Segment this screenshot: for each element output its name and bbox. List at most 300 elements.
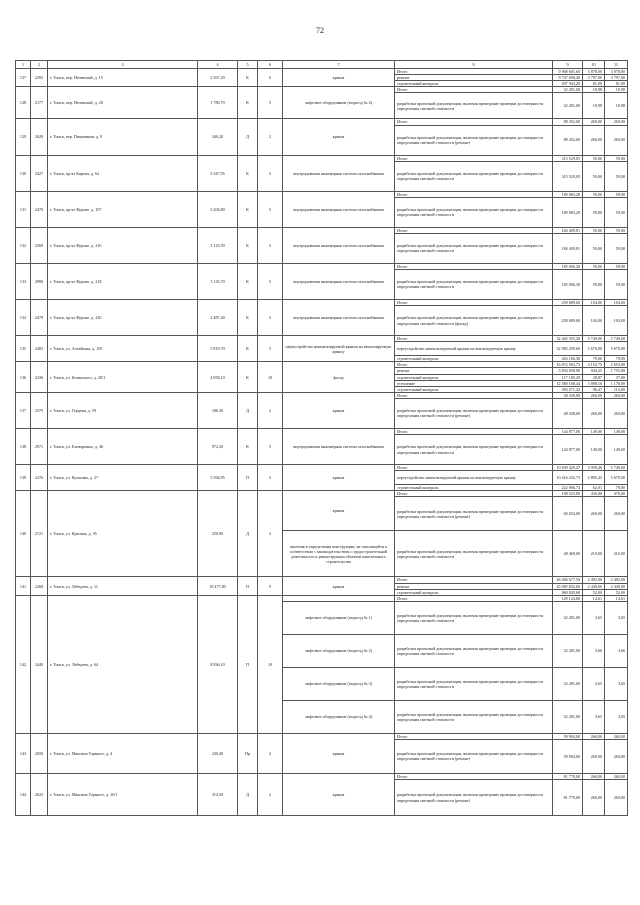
- cost-value: 46 046 677,50: [553, 577, 583, 583]
- unit-cost-limit: 18,98: [605, 93, 628, 119]
- cost-value: 222 906,74: [553, 485, 583, 491]
- work-type: внутридомовая инженерная система газоснабжения: [283, 191, 395, 227]
- floor-count: 10: [258, 362, 283, 393]
- unit-cost-limit: 104,00: [605, 306, 628, 336]
- building-address: г. Томск, пр-кт Кирова, д. 62: [48, 155, 198, 191]
- work-type: крыша: [283, 69, 395, 87]
- work-type: лифтовое оборудование (подъезд № 1): [283, 601, 395, 634]
- wall-material: Д: [238, 491, 258, 577]
- cost-item: Итого: [395, 733, 553, 739]
- building-address: г. Томск, ул. Кулагина, д. 27: [48, 465, 198, 491]
- row-number: 138: [16, 428, 31, 464]
- unit-cost: 260,00: [583, 398, 605, 428]
- building-address: г. Томск, ул. Лебедева, д. 11: [48, 577, 198, 595]
- cost-item: Итого: [395, 119, 553, 125]
- cost-item: ремонт: [395, 75, 553, 81]
- wall-material: К: [238, 336, 258, 362]
- cost-item: Итого: [395, 336, 553, 342]
- cost-value: 16 872 563,73: [553, 362, 583, 368]
- work-type: крыша: [283, 733, 395, 773]
- floor-count: 2: [258, 491, 283, 577]
- cost-value: 9 747 658,40: [553, 75, 583, 81]
- unit-cost: 149,00: [583, 428, 605, 434]
- cost-item: строительный контроль: [395, 485, 553, 491]
- cost-value: 315 529,05: [553, 155, 583, 161]
- cost-item: Итого: [395, 87, 553, 93]
- unit-cost-limit: 113,00: [605, 386, 628, 392]
- unit-cost: 260,00: [583, 773, 605, 779]
- cost-value: 32 281,00: [553, 700, 583, 733]
- building-area: 3 125,59: [198, 227, 238, 263]
- building-code: 2623: [31, 773, 48, 815]
- unit-cost-limit: 3 878,00: [605, 69, 628, 75]
- building-address: г. Томск, пр-кт Фрунзе, д. 107: [48, 191, 198, 227]
- cost-value: 32 281,00: [553, 667, 583, 700]
- cost-value: 258 689,60: [553, 299, 583, 305]
- cost-value: 48 438,00: [553, 392, 583, 398]
- cost-item: Итого: [395, 69, 553, 75]
- floor-count: 5: [258, 263, 283, 299]
- unit-cost: 104,00: [583, 306, 605, 336]
- building-area: 314,50: [198, 773, 238, 815]
- unit-cost-limit: 260,00: [605, 739, 628, 773]
- cost-value: 3 834 658,90: [553, 368, 583, 374]
- building-code: 2268: [31, 577, 48, 595]
- building-address: г. Томск, ул. Белинского, д. 20/1: [48, 362, 198, 393]
- unit-cost-limit: 260,00: [605, 119, 628, 125]
- floor-count: 9: [258, 577, 283, 595]
- building-code: 2971: [31, 428, 48, 464]
- unit-cost: 260,00: [583, 119, 605, 125]
- unit-cost-limit: 59,00: [605, 161, 628, 191]
- floor-count: 5: [258, 227, 283, 263]
- unit-cost-limit: 59,00: [605, 191, 628, 197]
- unit-cost-limit: 18,98: [605, 87, 628, 93]
- building-area: 5 347,95: [198, 155, 238, 191]
- building-address: г. Томск, пр-кт Фрунзе, д. 218: [48, 263, 198, 299]
- unit-cost: 5 749,00: [583, 336, 605, 342]
- unit-cost-limit: 3 797,00: [605, 75, 628, 81]
- cost-item: Итого: [395, 362, 553, 368]
- cost-item: Итого: [395, 773, 553, 779]
- row-number: 140: [16, 491, 31, 577]
- cost-value: 184 409,81: [553, 233, 583, 263]
- unit-cost: 3,66: [583, 634, 605, 667]
- cost-item: Итого: [395, 299, 553, 305]
- unit-cost-limit: 59,00: [605, 197, 628, 227]
- unit-cost-limit: 260,00: [605, 773, 628, 779]
- unit-cost-limit: 3,65: [605, 700, 628, 733]
- unit-cost-limit: 149,00: [605, 435, 628, 465]
- building-address: г. Томск, ул. Максима Горького, д. 16/1: [48, 773, 198, 815]
- building-area: 230,40: [198, 733, 238, 773]
- unit-cost: 2 440,00: [583, 583, 605, 589]
- header-cell: 1: [16, 61, 31, 69]
- unit-cost: 59,00: [583, 155, 605, 161]
- cost-value: 258 689,60: [553, 306, 583, 336]
- header-cell: 7: [283, 61, 395, 69]
- cost-item: разработка проектной документации, включая проведение проверки достоверности определения сметной стоимости (фасад): [395, 306, 553, 336]
- unit-cost-limit: 79,00: [605, 485, 628, 491]
- unit-cost-limit: 2 653,00: [605, 362, 628, 368]
- work-type: крыша: [283, 491, 395, 531]
- cost-item: разработка проектной документации, включая проведение проверки достоверности определения сметной стоимости: [395, 269, 553, 299]
- floor-count: 5: [258, 336, 283, 362]
- header-cell: 3: [48, 61, 198, 69]
- unit-cost-limit: 14,61: [605, 595, 628, 601]
- wall-material: К: [238, 428, 258, 464]
- unit-cost-limit: 59,00: [605, 263, 628, 269]
- unit-cost: 52,00: [583, 589, 605, 595]
- cost-value: 32 985 299,60: [553, 342, 583, 356]
- wall-material: К: [238, 69, 258, 87]
- unit-cost: 104,00: [583, 299, 605, 305]
- building-code: 2628: [31, 119, 48, 155]
- cost-value: 315 529,05: [553, 161, 583, 191]
- cost-value: 48 469,00: [553, 531, 583, 577]
- cost-item: разработка проектной документации, включая проведение проверки достоверности определения сметной стоимости: [395, 161, 553, 191]
- unit-cost-limit: 3,65: [605, 601, 628, 634]
- building-code: 2575: [31, 392, 48, 428]
- cost-value: 9 968 601,60: [553, 69, 583, 75]
- unit-cost: 4 152,75: [583, 362, 605, 368]
- floor-count: 2: [258, 733, 283, 773]
- wall-material: Пр: [238, 733, 258, 773]
- building-code: 2569: [31, 227, 48, 263]
- floor-count: 5: [258, 87, 283, 119]
- cost-value: 185 006,30: [553, 269, 583, 299]
- unit-cost: 260,00: [583, 780, 605, 816]
- cost-value: 60 054,00: [553, 497, 583, 531]
- cost-item: строительный контроль: [395, 374, 553, 380]
- cost-value: 144 877,00: [553, 428, 583, 434]
- work-type: переустройство невентилируемой крыши на вентилируемую крышу: [283, 336, 395, 362]
- building-code: 2440: [31, 595, 48, 733]
- header-cell: 6: [258, 61, 283, 69]
- unit-cost: 59,00: [583, 161, 605, 191]
- wall-material: К: [238, 87, 258, 119]
- cost-item: Итого: [395, 465, 553, 471]
- cost-value: 129 124,00: [553, 595, 583, 601]
- building-code: 2276: [31, 465, 48, 491]
- unit-cost-limit: 2 440,00: [605, 583, 628, 589]
- work-type: крыша: [283, 119, 395, 155]
- row-number: 144: [16, 773, 31, 815]
- unit-cost: 260,00: [583, 739, 605, 773]
- cost-value: 10 416 232,73: [553, 471, 583, 485]
- cost-item: Итого: [395, 577, 553, 583]
- cost-item: разработка проектной документации, включая проведение проверки достоверности определения сметной стоимости: [395, 93, 553, 119]
- cost-value: 184 409,81: [553, 227, 583, 233]
- unit-cost: 3 959,46: [583, 465, 605, 471]
- unit-cost: 59,00: [583, 191, 605, 197]
- row-number: 131: [16, 191, 31, 227]
- unit-cost: 59,00: [583, 263, 605, 269]
- cost-value: 393 271,42: [553, 386, 583, 392]
- wall-material: Д: [238, 392, 258, 428]
- cost-item: Итого: [395, 595, 553, 601]
- unit-cost: 18,98: [583, 87, 605, 93]
- unit-cost: 14,61: [583, 595, 605, 601]
- row-number: 134: [16, 299, 31, 335]
- cost-item: Итого: [395, 227, 553, 233]
- row-number: 128: [16, 87, 31, 119]
- building-address: г. Томск, ул. Алтайская, д. 105: [48, 336, 198, 362]
- building-area: 8 836,10: [198, 595, 238, 733]
- header-cell: 4: [198, 61, 238, 69]
- row-number: 133: [16, 263, 31, 299]
- cost-value: 263 166,30: [553, 356, 583, 362]
- cost-item: разработка проектной документации, включая проведение проверки достоверности определения сметной стоимости (ремонт): [395, 497, 553, 531]
- cost-value: 108 523,00: [553, 491, 583, 497]
- unit-cost-limit: 59,00: [605, 233, 628, 263]
- cost-item: разработка проектной документации, включая проведение проверки достоверности определения сметной стоимости (ремонт): [395, 398, 553, 428]
- building-address: г. Томск, пер. Нечевский, д. 20: [48, 87, 198, 119]
- unit-cost: 3,65: [583, 667, 605, 700]
- header-cell: 10: [583, 61, 605, 69]
- row-number: 143: [16, 733, 31, 773]
- wall-material: К: [238, 263, 258, 299]
- unit-cost: 3,65: [583, 601, 605, 634]
- building-area: 972,30: [198, 428, 238, 464]
- work-type: лифтовое оборудование (подъезд № 2): [283, 87, 395, 119]
- cost-value: 81 770,00: [553, 780, 583, 816]
- cost-value: 144 877,00: [553, 435, 583, 465]
- cost-item: разработка проектной документации, включая проведение проверки достоверности определения сметной стоимости (ремонт): [395, 780, 553, 816]
- building-area: 1 780,70: [198, 87, 238, 119]
- building-area: 3 135,70: [198, 263, 238, 299]
- work-type: внутридомовая инженерная система газоснабжения: [283, 263, 395, 299]
- floor-count: 6: [258, 69, 283, 87]
- unit-cost: 3 098,16: [583, 380, 605, 386]
- building-code: 2721: [31, 491, 48, 577]
- cost-item: строительный контроль: [395, 356, 553, 362]
- unit-cost: 944,25: [583, 368, 605, 374]
- building-address: г. Томск, ул. Герцена, д. 59: [48, 392, 198, 428]
- cost-item: Итого: [395, 263, 553, 269]
- unit-cost: 18,98: [583, 93, 605, 119]
- cost-value: 32 281,00: [553, 87, 583, 93]
- unit-cost: 260,00: [583, 392, 605, 398]
- floor-count: 10: [258, 595, 283, 733]
- row-number: 136: [16, 362, 31, 393]
- floor-count: 5: [258, 155, 283, 191]
- cost-item: переустройство невентилируемой крыши на вентилируемую крышу: [395, 471, 553, 485]
- cost-item: разработка проектной документации, включая проведение проверки достоверности определения сметной стоимости: [395, 233, 553, 263]
- unit-cost: 260,00: [583, 125, 605, 155]
- unit-cost: 210,00: [583, 531, 605, 577]
- work-type: фасад: [283, 362, 395, 393]
- work-type: лифтовое оборудование (подъезд № 3): [283, 667, 395, 700]
- repair-schedule-table: [15, 60, 628, 816]
- cost-item: Итого: [395, 191, 553, 197]
- building-code: 2980: [31, 263, 48, 299]
- work-type: внутридомовая инженерная система газоснабжения: [283, 227, 395, 263]
- unit-cost: 3 878,00: [583, 69, 605, 75]
- unit-cost: 96,47: [583, 386, 605, 392]
- building-address: г. Томск, ул. Елизаровых, д. 46: [48, 428, 198, 464]
- cost-value: 189 083,20: [553, 197, 583, 227]
- building-address: г. Томск, ул. Красина, д. 35: [48, 491, 198, 577]
- unit-cost-limit: 1 176,00: [605, 380, 628, 386]
- work-type: внутридомовая инженерная система газоснабжения: [283, 428, 395, 464]
- building-address: г. Томск, пер. Пищевиков, д. 9: [48, 119, 198, 155]
- cost-item: разработка проектной документации, включая проведение проверки достоверности определения сметной стоимости: [395, 667, 553, 700]
- unit-cost-limit: 470,00: [605, 491, 628, 497]
- header-cell: 9: [553, 61, 583, 69]
- wall-material: П: [238, 595, 258, 733]
- cost-value: 960 845,60: [553, 589, 583, 595]
- unit-cost: 260,00: [583, 497, 605, 531]
- work-type: лифтовое оборудование (подъезд № 4): [283, 700, 395, 733]
- wall-material: Д: [238, 773, 258, 815]
- building-code: 2236: [31, 362, 48, 393]
- unit-cost-limit: 2 492,00: [605, 577, 628, 583]
- header-cell: 8: [395, 61, 553, 69]
- unit-cost: 59,00: [583, 227, 605, 233]
- building-code: 2292: [31, 69, 48, 87]
- unit-cost: 59,00: [583, 197, 605, 227]
- unit-cost: 2 895,45: [583, 471, 605, 485]
- cost-value: 207 943,20: [553, 81, 583, 87]
- column-number-header: [16, 61, 628, 69]
- cost-value: 12 580 168,44: [553, 380, 583, 386]
- work-type: заказчик в определении конструкции, не относящейся к соответствии с законодательством о градостроительной деятельности к реконструкции объектов капитального строительства: [283, 531, 395, 577]
- cost-value: 117 185,29: [553, 374, 583, 380]
- cost-item: строительный контроль: [395, 589, 553, 595]
- unit-cost: 59,00: [583, 269, 605, 299]
- unit-cost-limit: 5 749,00: [605, 336, 628, 342]
- cost-value: 32 445 555,30: [553, 336, 583, 342]
- cost-item: ремонт: [395, 368, 553, 374]
- work-type: крыша: [283, 577, 395, 595]
- cost-item: утепление: [395, 380, 553, 386]
- cost-value: 81 770,00: [553, 773, 583, 779]
- unit-cost-limit: 52,00: [605, 589, 628, 595]
- cost-value: 185 006,30: [553, 263, 583, 269]
- cost-item: строительный контроль: [395, 81, 553, 87]
- unit-cost-limit: 5 749,00: [605, 465, 628, 471]
- building-code: 2650: [31, 733, 48, 773]
- building-code: 2470: [31, 191, 48, 227]
- header-cell: 11: [605, 61, 628, 69]
- building-area: 2 567,20: [198, 69, 238, 87]
- work-type: крыша: [283, 773, 395, 815]
- building-address: г. Томск, пер. Нечевский, д. 15: [48, 69, 198, 87]
- row-number: 127: [16, 69, 31, 87]
- building-area: 18 477,80: [198, 577, 238, 595]
- unit-cost-limit: 260,00: [605, 780, 628, 816]
- cost-item: разработка проектной документации, включая проведение проверки достоверности определения сметной стоимости: [395, 634, 553, 667]
- unit-cost-limit: 59,00: [605, 155, 628, 161]
- unit-cost-limit: 79,00: [605, 356, 628, 362]
- row-number: 141: [16, 577, 31, 595]
- building-area: 340,20: [198, 119, 238, 155]
- unit-cost: 149,00: [583, 435, 605, 465]
- cost-item: разработка проектной документации, включая проведение проверки достоверности определения сметной стоимости: [395, 435, 553, 465]
- cost-value: 32 281,00: [553, 93, 583, 119]
- wall-material: К: [238, 299, 258, 335]
- unit-cost: 28,87: [583, 374, 605, 380]
- unit-cost-limit: 5 670,00: [605, 471, 628, 485]
- row-number: 139: [16, 465, 31, 491]
- unit-cost-limit: 59,00: [605, 227, 628, 233]
- wall-material: К: [238, 227, 258, 263]
- floor-count: 2: [258, 119, 283, 155]
- building-address: г. Томск, ул. Максима Горького, д. 4: [48, 733, 198, 773]
- unit-cost: 430,00: [583, 491, 605, 497]
- unit-cost: 260,00: [583, 733, 605, 739]
- header-cell: 2: [31, 61, 48, 69]
- unit-cost-limit: 104,00: [605, 299, 628, 305]
- unit-cost-limit: 260,00: [605, 125, 628, 155]
- wall-material: К: [238, 155, 258, 191]
- building-code: 2177: [31, 87, 48, 119]
- cost-value: 88 452,00: [553, 119, 583, 125]
- building-area: 5 819,70: [198, 336, 238, 362]
- building-code: 2479: [31, 299, 48, 335]
- cost-item: разработка проектной документации, включая проведение проверки достоверности определения сметной стоимости (ремонт): [395, 739, 553, 773]
- building-address: г. Томск, пр-кт Фрунзе, д. 216: [48, 227, 198, 263]
- work-type: крыша: [283, 392, 395, 428]
- wall-material: П: [238, 465, 258, 491]
- cost-item: разработка проектной документации, включая проведение проверки достоверности определения сметной стоимости (ремонт): [395, 125, 553, 155]
- floor-count: 5: [258, 299, 283, 335]
- building-area: 3 204,80: [198, 191, 238, 227]
- row-number: 135: [16, 336, 31, 362]
- cost-item: строительный контроль: [395, 386, 553, 392]
- row-number: 142: [16, 595, 31, 733]
- unit-cost: 3 797,00: [583, 75, 605, 81]
- cost-value: 45 085 832,00: [553, 583, 583, 589]
- work-type: лифтовое оборудование (подъезд № 2): [283, 634, 395, 667]
- unit-cost-limit: 210,00: [605, 531, 628, 577]
- wall-material: К: [238, 362, 258, 393]
- unit-cost: 79,00: [583, 356, 605, 362]
- unit-cost: 5 670,00: [583, 342, 605, 356]
- building-area: 250,90: [198, 491, 238, 577]
- floor-count: 5: [258, 428, 283, 464]
- building-address: г. Томск, ул. Лебедева, д. 64: [48, 595, 198, 733]
- building-code: 2403: [31, 336, 48, 362]
- cost-value: 59 904,00: [553, 739, 583, 773]
- cost-item: переустройство невентилируемой крыши на вентилируемую крышу: [395, 342, 553, 356]
- building-area: 186,30: [198, 392, 238, 428]
- unit-cost: 62,01: [583, 485, 605, 491]
- unit-cost: 3,65: [583, 700, 605, 733]
- unit-cost: 81,00: [583, 81, 605, 87]
- cost-value: 189 083,20: [553, 191, 583, 197]
- header-cell: 5: [238, 61, 258, 69]
- unit-cost-limit: 1 755,00: [605, 368, 628, 374]
- cost-item: разработка проектной документации, включая проведение проверки достоверности определения сметной стоимости: [395, 197, 553, 227]
- unit-cost-limit: 59,00: [605, 269, 628, 299]
- floor-count: 5: [258, 191, 283, 227]
- unit-cost-limit: 260,00: [605, 497, 628, 531]
- unit-cost-limit: 5 670,00: [605, 342, 628, 356]
- unit-cost: 59,00: [583, 233, 605, 263]
- building-area: 4 058,10: [198, 362, 238, 393]
- row-number: 129: [16, 119, 31, 155]
- building-code: 2427: [31, 155, 48, 191]
- wall-material: П: [238, 577, 258, 595]
- wall-material: К: [238, 191, 258, 227]
- unit-cost-limit: 3,66: [605, 634, 628, 667]
- work-type: внутридомовая инженерная система газоснабжения: [283, 299, 395, 335]
- cost-item: Итого: [395, 155, 553, 161]
- building-area: 2 487,40: [198, 299, 238, 335]
- cost-item: разработка проектной документации, включая проведение проверки достоверности определения сметной стоимости: [395, 531, 553, 577]
